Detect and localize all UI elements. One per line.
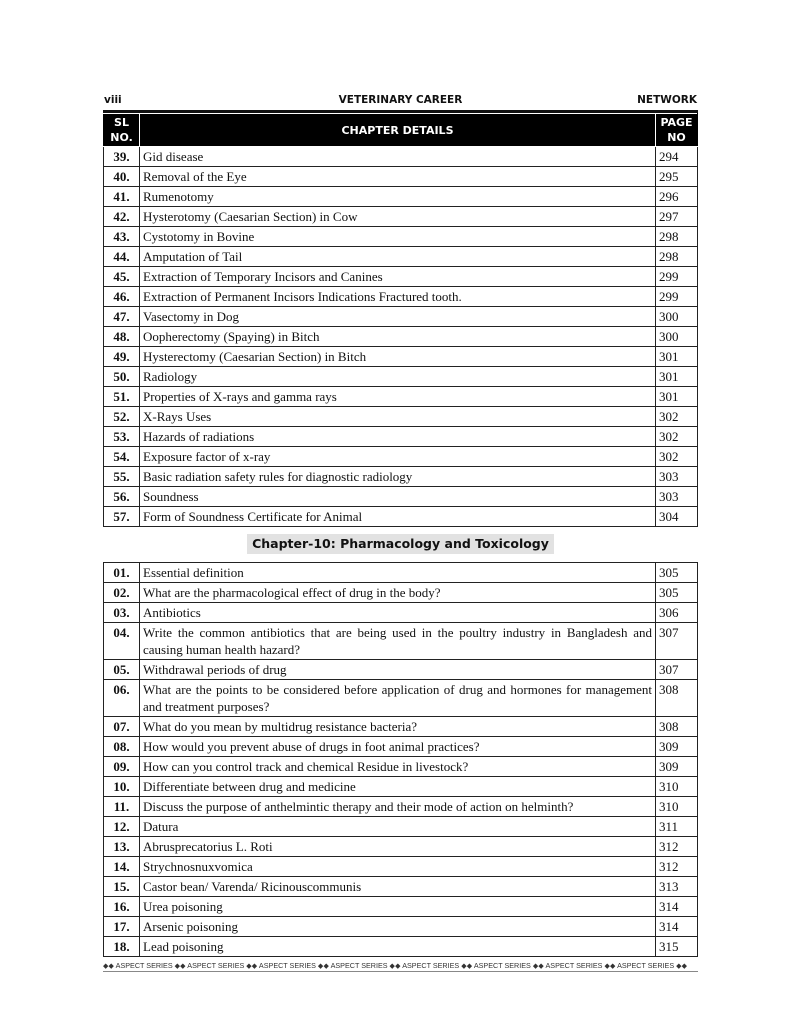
chapter-detail: Exposure factor of x-ray [140,447,656,467]
serial-number: 54. [104,447,140,467]
page-number-cell: 296 [656,187,698,207]
table-row [104,603,698,623]
chapter-detail: Form of Soundness Certificate for Animal [140,507,656,527]
table-row [104,167,698,187]
header-sl-line2: NO. [110,131,133,144]
serial-number: 41. [104,187,140,207]
serial-number: 10. [104,777,140,797]
page-number-cell: 309 [656,757,698,777]
chapter-detail: Amputation of Tail [140,247,656,267]
serial-number: 49. [104,347,140,367]
chapter-detail: Cystotomy in Bovine [140,227,656,247]
header-chapter-details-label: CHAPTER DETAILS [341,123,454,137]
page-number: viii [104,94,122,106]
serial-number: 47. [104,307,140,327]
page-number-cell: 309 [656,737,698,757]
header-sl-line1: SL [114,116,129,129]
chapter-detail: Arsenic poisoning [140,917,656,937]
page-number-cell: 298 [656,247,698,267]
table-row [104,447,698,467]
chapter-heading-wrap [103,534,698,554]
header-page [656,114,698,147]
chapter-detail: Strychnosnuxvomica [140,857,656,877]
table-row [104,797,698,817]
page-number-cell: 308 [656,717,698,737]
serial-number: 39. [104,147,140,167]
page-number-cell: 302 [656,447,698,467]
table-row [104,327,698,347]
chapter-detail: Removal of the Eye [140,167,656,187]
page-number-cell: 307 [656,660,698,680]
serial-number: 08. [104,737,140,757]
table-row [104,837,698,857]
chapter-detail: Withdrawal periods of drug [140,660,656,680]
table-row [104,387,698,407]
table-row [104,407,698,427]
table-row [104,507,698,527]
table-row [104,487,698,507]
table-row [104,287,698,307]
page-number-cell: 305 [656,563,698,583]
serial-number: 52. [104,407,140,427]
chapter-detail: Hysterectomy (Caesarian Section) in Bitch [140,347,656,367]
page-number-cell: 301 [656,367,698,387]
serial-number: 01. [104,563,140,583]
header-page-line2: NO [667,131,686,144]
table-row [104,680,698,717]
header-page-line1: PAGE [660,116,693,129]
serial-number: 11. [104,797,140,817]
chapter-detail: Vasectomy in Dog [140,307,656,327]
page-number-cell: 307 [656,623,698,660]
table-row [104,623,698,660]
serial-number: 45. [104,267,140,287]
serial-number: 51. [104,387,140,407]
page-number-cell: 298 [656,227,698,247]
chapter-heading: Chapter-10: Pharmacology and Toxicology [247,534,554,554]
page-number-cell: 314 [656,917,698,937]
chapter-detail: Lead poisoning [140,937,656,957]
chapter-detail: Differentiate between drug and medicine [140,777,656,797]
page-number-cell: 294 [656,147,698,167]
serial-number: 16. [104,897,140,917]
table-row [104,717,698,737]
page-number-cell: 295 [656,167,698,187]
page-number-cell: 308 [656,680,698,717]
serial-number: 43. [104,227,140,247]
page-number-cell: 302 [656,407,698,427]
chapter-detail: Hysterotomy (Caesarian Section) in Cow [140,207,656,227]
serial-number: 53. [104,427,140,447]
serial-number: 50. [104,367,140,387]
chapter-detail: Essential definition [140,563,656,583]
table-row [104,817,698,837]
page-number-cell: 300 [656,327,698,347]
table-row [104,427,698,447]
page-number-cell: 303 [656,487,698,507]
page-number-cell: 304 [656,507,698,527]
chapter-detail: Soundness [140,487,656,507]
serial-number: 17. [104,917,140,937]
chapter-detail: Urea poisoning [140,897,656,917]
serial-number: 48. [104,327,140,347]
footer-series-banner: ◆◆ ASPECT SERIES ◆◆ ASPECT SERIES ◆◆ ASPECT SERIES ◆◆ ASPECT SERIES ◆◆ ASPECT SERIES ◆◆ ASPECT SERIES ◆◆ ASPECT SERIES ◆◆ ASPECT SERIES ◆◆ [103,960,698,972]
table-row [104,207,698,227]
serial-number: 06. [104,680,140,717]
table-row [104,367,698,387]
page-number-cell: 301 [656,387,698,407]
chapter-detail: Rumenotomy [140,187,656,207]
serial-number: 46. [104,287,140,307]
serial-number: 57. [104,507,140,527]
contents-body-1 [104,147,698,527]
table-row [104,660,698,680]
running-head [103,93,698,107]
page-number-cell: 303 [656,467,698,487]
contents-table-2 [103,562,698,957]
page-number-cell: 301 [656,347,698,367]
chapter-detail: What are the points to be considered before application of drug and hormones for management and treatment purposes? [140,680,656,717]
table-row [104,917,698,937]
table-row [104,267,698,287]
serial-number: 03. [104,603,140,623]
book-title: VETERINARY CAREER [338,94,463,106]
header-sl [104,114,140,147]
header-chapter-details [140,114,656,147]
running-head-right: NETWORK [637,94,697,106]
table-row [104,307,698,327]
table-row [104,147,698,167]
serial-number: 42. [104,207,140,227]
page-number-cell: 315 [656,937,698,957]
page-number-cell: 313 [656,877,698,897]
chapter-detail: Properties of X-rays and gamma rays [140,387,656,407]
serial-number: 12. [104,817,140,837]
chapter-detail: Abrusprecatorius L. Roti [140,837,656,857]
serial-number: 56. [104,487,140,507]
serial-number: 18. [104,937,140,957]
table-row [104,227,698,247]
chapter-detail: Discuss the purpose of anthelmintic therapy and their mode of action on helminth? [140,797,656,817]
chapter-detail: Antibiotics [140,603,656,623]
table-row [104,583,698,603]
contents-table-1 [103,113,698,527]
page-number-cell: 312 [656,857,698,877]
table-row [104,467,698,487]
table-row [104,777,698,797]
chapter-detail: Datura [140,817,656,837]
page-number-cell: 302 [656,427,698,447]
serial-number: 07. [104,717,140,737]
serial-number: 55. [104,467,140,487]
chapter-detail: Extraction of Temporary Incisors and Canines [140,267,656,287]
page-number-cell: 306 [656,603,698,623]
table-row [104,347,698,367]
chapter-detail: What do you mean by multidrug resistance bacteria? [140,717,656,737]
serial-number: 40. [104,167,140,187]
page-number-cell: 305 [656,583,698,603]
contents-body-2 [104,563,698,957]
serial-number: 14. [104,857,140,877]
serial-number: 44. [104,247,140,267]
chapter-detail: Radiology [140,367,656,387]
page-number-cell: 310 [656,797,698,817]
page-number-cell: 299 [656,267,698,287]
chapter-detail: Gid disease [140,147,656,167]
page-number-cell: 311 [656,817,698,837]
table-row [104,187,698,207]
chapter-detail: How would you prevent abuse of drugs in foot animal practices? [140,737,656,757]
serial-number: 09. [104,757,140,777]
table-row [104,737,698,757]
serial-number: 15. [104,877,140,897]
chapter-detail: What are the pharmacological effect of drug in the body? [140,583,656,603]
chapter-detail: How can you control track and chemical Residue in livestock? [140,757,656,777]
chapter-detail: X-Rays Uses [140,407,656,427]
page-number-cell: 300 [656,307,698,327]
chapter-detail: Hazards of radiations [140,427,656,447]
serial-number: 04. [104,623,140,660]
chapter-detail: Oopherectomy (Spaying) in Bitch [140,327,656,347]
chapter-detail: Write the common antibiotics that are being used in the poultry industry in Bangladesh and causing human health hazard? [140,623,656,660]
serial-number: 13. [104,837,140,857]
page-number-cell: 312 [656,837,698,857]
table-row [104,563,698,583]
document-page [103,0,698,972]
page-number-cell: 297 [656,207,698,227]
page-number-cell: 310 [656,777,698,797]
table-row [104,937,698,957]
page-number-cell: 314 [656,897,698,917]
page-number-cell: 299 [656,287,698,307]
chapter-detail: Castor bean/ Varenda/ Ricinouscommunis [140,877,656,897]
serial-number: 02. [104,583,140,603]
table-row [104,897,698,917]
table-row [104,247,698,267]
table-row [104,857,698,877]
serial-number: 05. [104,660,140,680]
table-row [104,877,698,897]
table-header-row [104,114,698,147]
chapter-detail: Basic radiation safety rules for diagnostic radiology [140,467,656,487]
chapter-detail: Extraction of Permanent Incisors Indications Fractured tooth. [140,287,656,307]
table-row [104,757,698,777]
